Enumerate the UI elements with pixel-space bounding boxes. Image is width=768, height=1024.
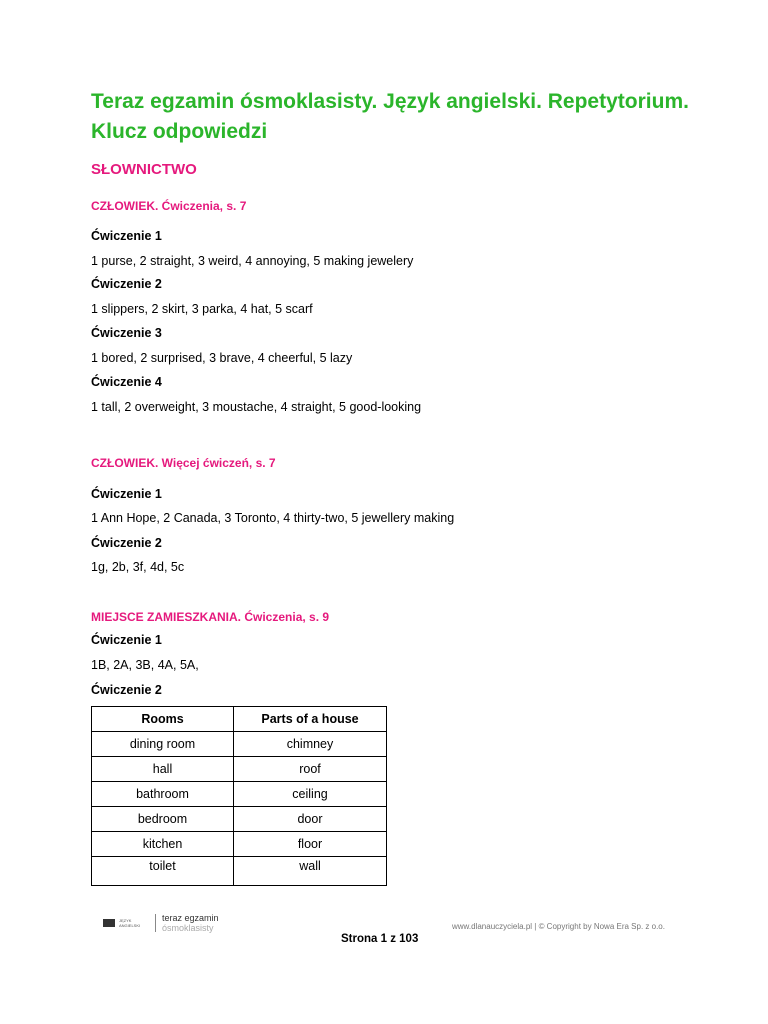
document-title: Teraz egzamin ósmoklasisty. Język angielski. Repetytorium. Klucz odpowiedzi (91, 90, 689, 143)
exercise-label: Ćwiczenie 1 (91, 487, 162, 501)
exercise-label: Ćwiczenie 1 (91, 229, 162, 243)
table-cell: floor (234, 832, 387, 857)
exercise-answer: 1 slippers, 2 skirt, 3 parka, 4 hat, 5 scarf (91, 302, 313, 316)
table-cell: door (234, 807, 387, 832)
exercise-answer: 1 tall, 2 overweight, 3 moustache, 4 straight, 5 good-looking (91, 400, 422, 414)
exercise-answer: 1B, 2A, 3B, 4A, 5A, (91, 658, 199, 672)
section-heading: SŁOWNICTWO (91, 161, 197, 178)
table-cell: ceiling (234, 782, 387, 807)
exercise-label: Ćwiczenie 4 (91, 375, 162, 389)
table-row (92, 807, 387, 832)
page-number: Strona 1 z 103 (341, 933, 419, 945)
table-cell: chimney (234, 732, 387, 757)
exercise-label: Ćwiczenie 3 (91, 326, 162, 340)
table-cell: bedroom (92, 807, 234, 832)
exercise-label: Ćwiczenie 2 (91, 277, 162, 291)
part-heading: MIEJSCE ZAMIESZKANIA. Ćwiczenia, s. 9 (91, 610, 330, 624)
table-row (92, 782, 387, 807)
table-row (92, 832, 387, 857)
table-cell: bathroom (92, 782, 234, 807)
exercise-answer: 1 purse, 2 straight, 3 weird, 4 annoying, 5 making jewelery (91, 254, 414, 268)
rooms-table (91, 706, 387, 886)
flag-icon (103, 919, 115, 927)
table-cell: kitchen (92, 832, 234, 857)
table-row (92, 757, 387, 782)
exercise-label: Ćwiczenie 2 (91, 683, 162, 697)
table-cell: toilet (92, 857, 234, 886)
table-header-row (92, 707, 387, 732)
part-heading: CZŁOWIEK. Więcej ćwiczeń, s. 7 (91, 456, 276, 470)
table-cell: hall (92, 757, 234, 782)
table-header-parts: Parts of a house (234, 707, 387, 732)
logo-line-2: ósmoklasisty (162, 923, 214, 933)
logo-text (162, 913, 219, 933)
logo-divider (155, 914, 156, 932)
exercise-answer: 1 bored, 2 surprised, 3 brave, 4 cheerful, 5 lazy (91, 351, 353, 365)
logo-caption: JĘZYK ANGIELSKI (119, 918, 141, 928)
publisher-logo (103, 913, 219, 933)
logo-line-1: teraz egzamin (162, 913, 219, 923)
table-header-rooms: Rooms (92, 707, 234, 732)
table-cell: dining room (92, 732, 234, 757)
exercise-answer: 1g, 2b, 3f, 4d, 5c (91, 560, 185, 574)
exercise-label: Ćwiczenie 2 (91, 536, 162, 550)
table-row (92, 732, 387, 757)
table-cell: wall (234, 857, 387, 886)
table-cell: roof (234, 757, 387, 782)
table-row (92, 857, 387, 886)
copyright-text: www.dlanauczyciela.pl | © Copyright by Nowa Era Sp. z o.o. (452, 922, 665, 931)
exercise-answer: 1 Ann Hope, 2 Canada, 3 Toronto, 4 thirty-two, 5 jewellery making (91, 511, 455, 525)
exercise-label: Ćwiczenie 1 (91, 633, 162, 647)
part-heading: CZŁOWIEK. Ćwiczenia, s. 7 (91, 199, 247, 213)
